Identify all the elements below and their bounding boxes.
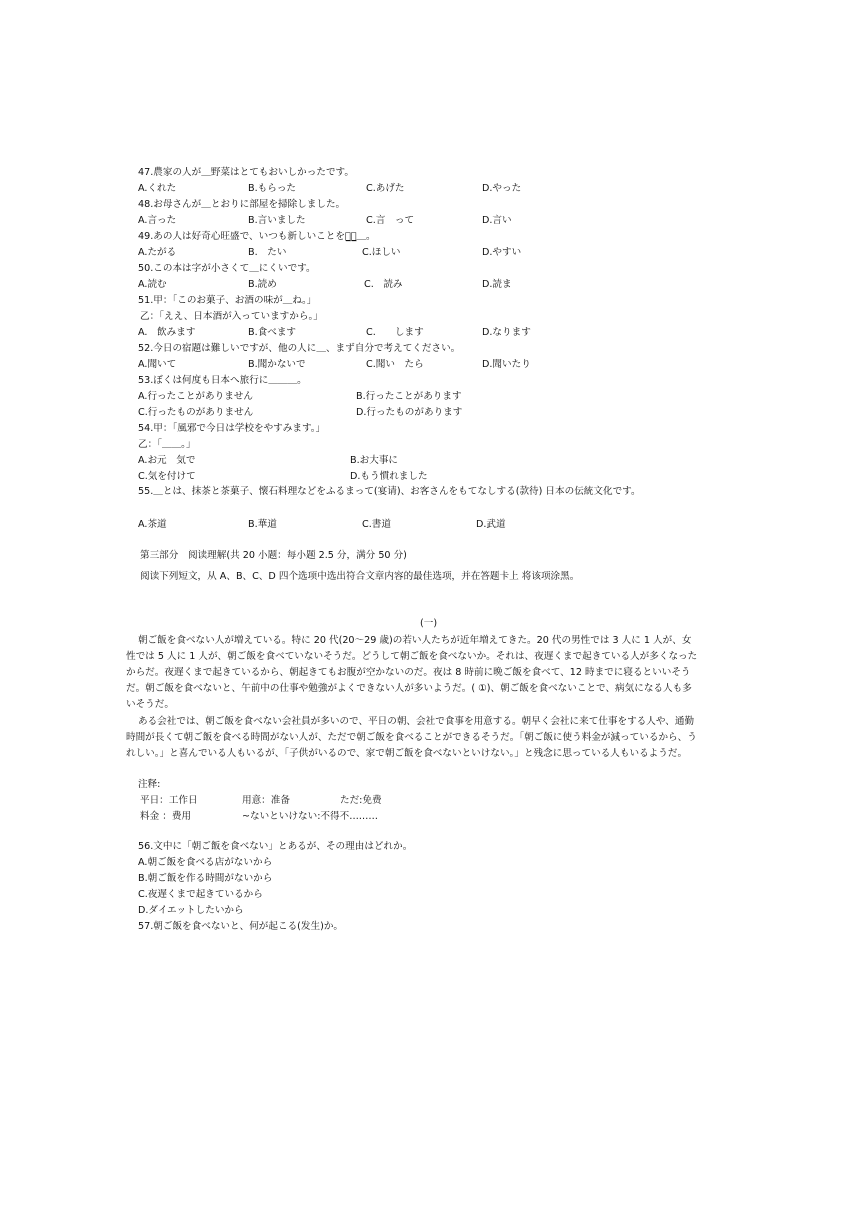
- question-47: 47.農家の人が＿野菜はとてもおいしかったです。: [138, 167, 354, 178]
- q48-option-c: C.言 って: [366, 215, 415, 226]
- question-51: 51.甲：「このお菓子、お酒の味が＿ね。」: [138, 295, 317, 306]
- q54-option-b: B.お大事に: [350, 455, 399, 466]
- q48-option-a: A.言った: [138, 215, 177, 226]
- question-53: 53.ぼくは何度も日本へ旅行に＿＿＿。: [138, 375, 307, 386]
- question-57: 57.朝ご飯を食べないと、何が起こる(发生)か。: [138, 921, 344, 932]
- part3-title: 第三部分 阅读理解(共 20 小题：每小题 2.5 分，满分 50 分): [140, 550, 407, 561]
- q56-option-b: B.朝ご飯を作る時間がないから: [138, 873, 273, 884]
- q56-option-a: A.朝ご飯を食べる店がないから: [138, 857, 273, 868]
- question-54-reply: 乙：「＿＿。」: [138, 439, 196, 450]
- q52-option-a: A.聞いて: [138, 359, 177, 370]
- q55-option-a: A.茶道: [138, 519, 167, 530]
- q50-option-d: D.読ま: [482, 279, 512, 290]
- q56-option-c: C.夜遅くまで起きているから: [138, 889, 263, 900]
- passage-heading: (一): [420, 618, 438, 629]
- q49-option-c: C.ほしい: [362, 247, 401, 258]
- note-must: ~ないといけない:不得不………: [242, 811, 378, 822]
- q53-option-c: C.行ったものがありません: [138, 407, 254, 418]
- note-weekday: 平日：工作日: [140, 795, 198, 806]
- q51-option-a: A. 飲みます: [138, 327, 196, 338]
- q54-option-c: C.気を付けて: [138, 471, 196, 482]
- q53-option-b: B.行ったことがあります: [356, 391, 462, 402]
- q49-option-b: B. たい: [248, 247, 287, 258]
- q50-option-b: B.読め: [248, 279, 277, 290]
- q54-option-d: D.もう慣れました: [350, 471, 428, 482]
- q53-option-a: A.行ったことがありません: [138, 391, 253, 402]
- q55-option-c: C.書道: [362, 519, 391, 530]
- question-54: 54.甲：「風邪で今日は学校をやすみます。」: [138, 423, 326, 434]
- question-48: 48.お母さんが＿とおりに部屋を掃除しました。: [138, 199, 346, 210]
- q49-option-d: D.やすい: [482, 247, 522, 258]
- q48-option-d: D.言い: [482, 215, 512, 226]
- q47-option-a: A.くれた: [138, 183, 177, 194]
- q52-option-d: D.聞いたり: [482, 359, 531, 370]
- question-56: 56.文中に「朝ご飯を食べない」とあるが、その理由はどれか。: [138, 841, 413, 852]
- passage-paragraph-1: 朝ご飯を食べない人が増えている。特に 20 代(20～29 歳)の若い人たちが近年増えてきた。20 代の男性では 3 人に 1 人が、女性では 5 人に 1 人が、朝ご飯を食べていないそうだ。どうして朝ご飯を食べないか。それは、夜遅くまで起きている人が多くなったからだ。夜遅くまで起きているから、朝起きてもお腹が空かないのだ。夜は 8 時前に晩ご飯を食べて、12 時までに寝るといいそうだ。朝ご飯を食べないと、午前中の仕事や勉強がよくできない人が多いようだ。( ①)、朝ご飯を食べないことで、病気になる人も多いそうだ。: [126, 635, 698, 710]
- part3-instruction: 阅读下列短文，从 A、B、C、D 四个选项中选出符合文章内容的最佳选项，并在答题卡上 将该项涂黑。: [140, 571, 580, 582]
- q55-option-d: D.武道: [476, 519, 506, 530]
- q55-option-b: B.華道: [248, 519, 277, 530]
- q48-option-b: B.言いました: [248, 215, 306, 226]
- q51-option-c: C. します: [366, 327, 424, 338]
- note-free: ただ:免费: [340, 795, 382, 806]
- question-50: 50.この本は字が小さくて＿にくいです。: [138, 263, 316, 274]
- q51-option-b: B.食べます: [248, 327, 297, 338]
- question-52: 52.今日の宿題は難しいですが、他の人に＿、まず自分で考えてください。: [138, 343, 461, 354]
- q56-option-d: D.ダイエットしたいから: [138, 905, 244, 916]
- q51-option-d: D.なります: [482, 327, 531, 338]
- q50-option-a: A.読む: [138, 279, 167, 290]
- q49-option-a: A.たがる: [138, 247, 177, 258]
- q52-option-b: B.聞かないで: [248, 359, 306, 370]
- q50-option-c: C. 読み: [364, 279, 403, 290]
- q54-option-a: A.お元 気で: [138, 455, 196, 466]
- question-55: 55.＿とは、抹茶と茶菓子、懐石料理などをふるまって(宴请)、お客さんをもてなしする(款待) 日本の伝統文化です。: [138, 486, 641, 497]
- note-fee: 料金 ：费用: [140, 811, 192, 822]
- question-49: 49.あの人は好奇心旺盛で、いつも新しいことをや̲り̲＿。: [138, 231, 376, 242]
- note-prepare: 用意：准备: [242, 795, 290, 806]
- passage-paragraph-2: ある会社では、朝ご飯を食べない会社員が多いので、平日の朝、会社で食事を用意する。朝早く会社に来て仕事をする人や、通勤時間が長くて朝ご飯を食べる時間がない人が、ただで朝ご飯を食べることができるそうだ。「朝ご飯に使う料金が減っているから、うれしい。」と喜んでいる人もいるが、「子供がいるので、家で朝ご飯を食べないといけない。」と残念に思っている人もいるようだ。: [126, 716, 697, 759]
- question-51-reply: 乙：「ええ、日本酒が入っていますから。」: [140, 311, 323, 322]
- q52-option-c: C.聞い たら: [366, 359, 424, 370]
- notes-title: 注释:: [138, 779, 161, 790]
- q47-option-d: D.やった: [482, 183, 522, 194]
- q47-option-b: B.もらった: [248, 183, 297, 194]
- q47-option-c: C.あげた: [366, 183, 405, 194]
- q53-option-d: D.行ったものがあります: [356, 407, 463, 418]
